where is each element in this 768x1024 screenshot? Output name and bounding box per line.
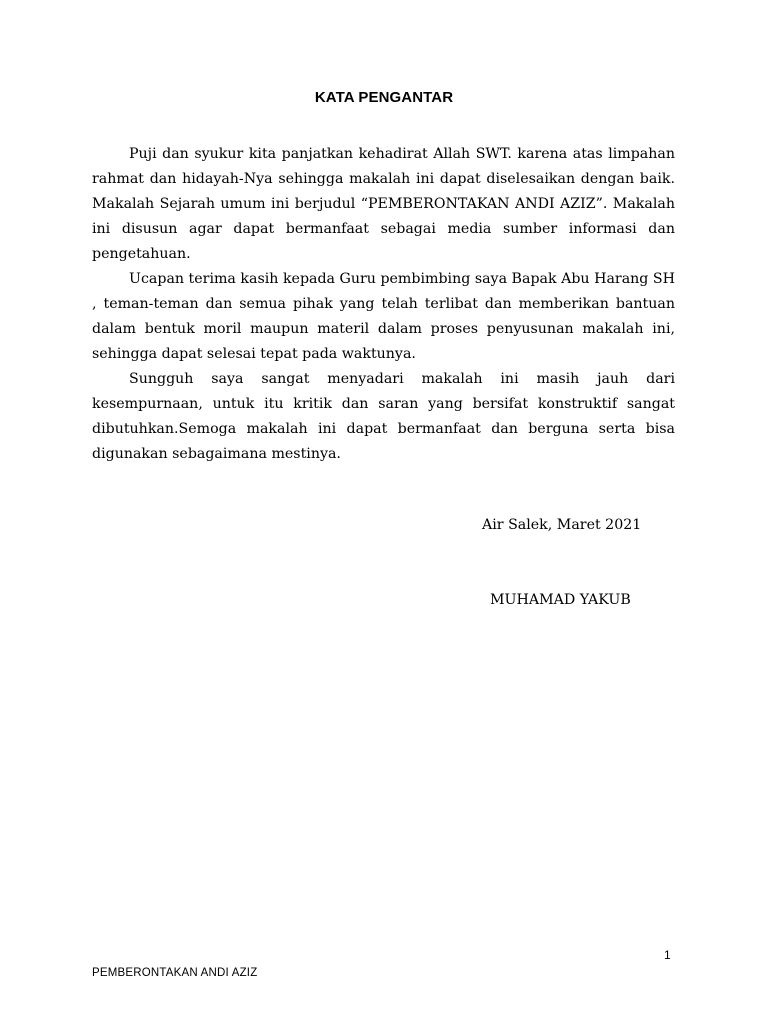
footer-text: PEMBERONTAKAN ANDI AZIZ	[92, 967, 258, 979]
author-name: MUHAMAD YAKUB	[490, 592, 631, 608]
paragraph-2: Ucapan terima kasih kepada Guru pembimbing saya Bapak Abu Harang SH , teman-teman dan semua pihak yang telah terlibat dan memberikan bantuan dalam bentuk moril maupun materil dalam proses penyusunan makalah ini, sehingga dapat selesai tepat pada waktunya.	[92, 271, 675, 362]
page-title: KATA PENGANTAR	[314, 89, 454, 106]
body-text	[92, 142, 675, 467]
paragraph-1: Puji dan syukur kita panjatkan kehadirat Allah SWT. karena atas limpahan rahmat dan hidayah-Nya sehingga makalah ini dapat diselesaikan dengan baik. Makalah Sejarah umum ini berjudul “PEMBERONTAKAN ANDI AZIZ”. Makalah ini disusun agar dapat bermanfaat sebagai media sumber informasi dan pengetahuan.	[92, 146, 675, 262]
paragraph-3: Sungguh saya sangat menyadari makalah ini masih jauh dari kesempurnaan, untuk itu kritik dan saran yang bersifat konstruktif sangat dibutuhkan.Semoga makalah ini dapat bermanfaat dan berguna serta bisa digunakan sebagaimana mestinya.	[92, 371, 675, 462]
place-date: Air Salek, Maret 2021	[482, 517, 642, 533]
page-number: 1	[664, 948, 671, 962]
